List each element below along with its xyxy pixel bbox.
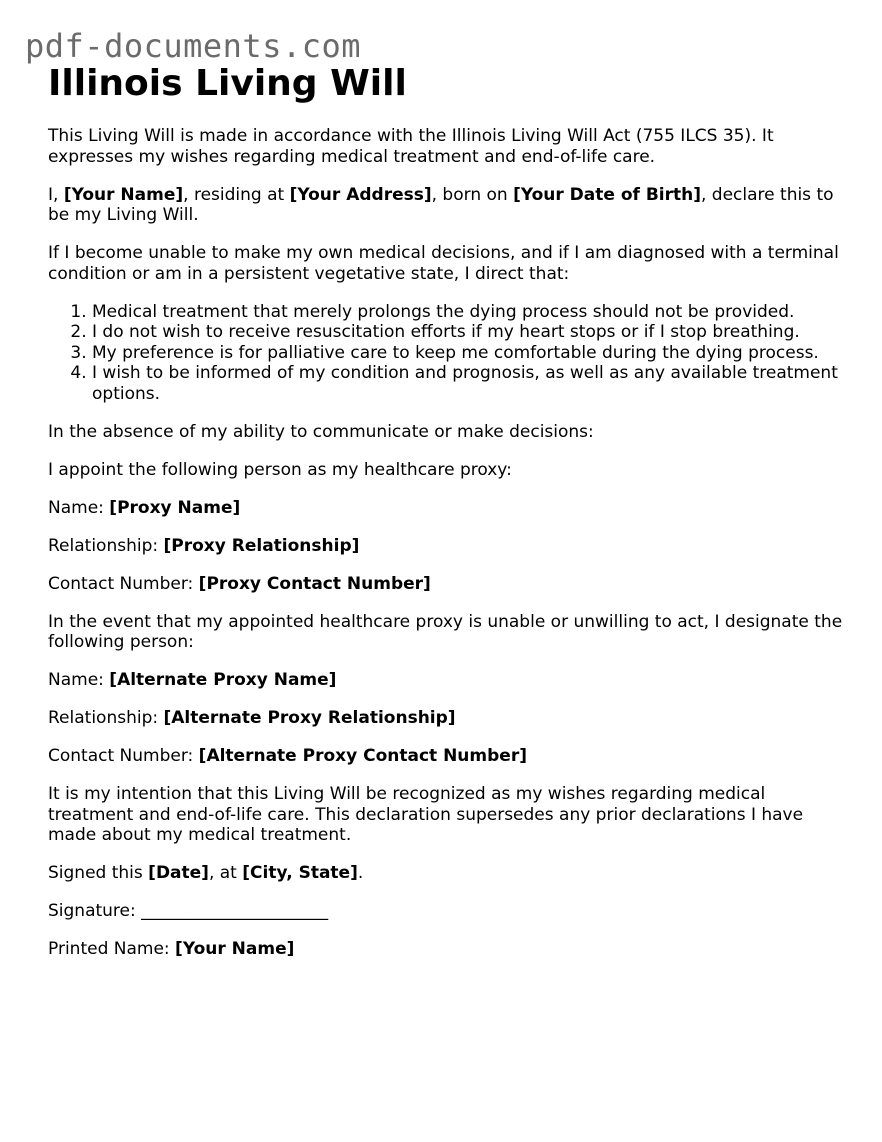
declaration-suffix: , declare this to be my Living Will. — [48, 184, 834, 225]
alternate-name-line — [48, 670, 848, 691]
declaration-prefix: I, — [48, 184, 64, 205]
list-item: 2. I do not wish to receive resuscitation efforts if my heart stops or if I stop breathing. — [92, 322, 848, 343]
proxy-contact-line — [48, 574, 848, 595]
signature-line — [48, 901, 848, 922]
intention-paragraph: It is my intention that this Living Will be recognized as my wishes regarding medical treatment and end-of-life care. This declaration supersedes any prior declarations I have made about my medical treatment. — [48, 784, 804, 845]
proxy-relationship-label: Relationship: — [48, 535, 164, 556]
signed-prefix: Signed this — [48, 863, 149, 883]
proxy-contact-placeholder: [Proxy Contact Number] — [198, 573, 431, 594]
absence-paragraph: In the absence of my ability to communicate or make decisions: — [48, 421, 594, 442]
list-item: 1. Medical treatment that merely prolongs the dying process should not be provided. — [92, 302, 848, 323]
proxy-relationship-line — [48, 536, 848, 557]
printed-name-label: Printed Name: — [48, 939, 176, 959]
alternate-relationship-line — [48, 708, 848, 729]
alternate-contact-placeholder: [Alternate Proxy Contact Number] — [198, 746, 527, 766]
alternate-paragraph: In the event that my appointed healthcare proxy is unable or unwilling to act, I designate the following person: — [48, 611, 843, 652]
proxy-name-line — [48, 498, 848, 519]
list-item: 3. My preference is for palliative care to keep me comfortable during the dying process. — [92, 343, 848, 364]
proxy-name-label: Name: — [48, 497, 110, 518]
directives-list — [48, 302, 848, 405]
condition-paragraph: If I become unable to make my own medical decisions, and if I am diagnosed with a terminal condition or am in a persistent vegetative state, I direct that: — [48, 243, 839, 284]
date-placeholder: [Date] — [148, 863, 209, 883]
proxy-relationship-placeholder: [Proxy Relationship] — [163, 535, 360, 556]
proxy-contact-label: Contact Number: — [48, 573, 199, 594]
alternate-name-label: Name: — [48, 670, 110, 690]
signed-suffix: . — [357, 863, 364, 883]
document-title: Illinois Living Will — [48, 63, 407, 104]
watermark: pdf-documents.com — [25, 27, 362, 65]
city-state-placeholder: [City, State] — [242, 863, 358, 883]
printed-name-line — [48, 939, 848, 960]
signature-label: Signature: — [48, 901, 142, 921]
alternate-contact-line — [48, 746, 848, 767]
proxy-name-placeholder: [Proxy Name] — [109, 497, 241, 518]
your-address-placeholder: [Your Address] — [289, 184, 432, 205]
declaration-paragraph — [48, 185, 848, 226]
signature-blank: ______________________ — [141, 901, 329, 921]
your-name-placeholder: [Your Name] — [63, 184, 184, 205]
signed-line — [48, 863, 848, 884]
appoint-paragraph: I appoint the following person as my healthcare proxy: — [48, 459, 512, 480]
declaration-mid2: , born on — [431, 184, 514, 205]
signed-mid: , at — [208, 863, 243, 883]
list-item: 4. I wish to be informed of my condition and prognosis, as well as any available treatment options. — [92, 363, 848, 404]
alternate-name-placeholder: [Alternate Proxy Name] — [109, 670, 337, 690]
alternate-relationship-label: Relationship: — [48, 708, 164, 728]
printed-name-placeholder: [Your Name] — [175, 939, 295, 959]
alternate-relationship-placeholder: [Alternate Proxy Relationship] — [163, 708, 456, 728]
document-page — [48, 62, 848, 960]
declaration-mid1: , residing at — [183, 184, 290, 205]
date-of-birth-placeholder: [Your Date of Birth] — [513, 184, 701, 205]
intro-paragraph: This Living Will is made in accordance with the Illinois Living Will Act (755 ILCS 35). It expresses my wishes regarding medical treatment and end-of-life care. — [48, 126, 774, 167]
alternate-contact-label: Contact Number: — [48, 746, 199, 766]
